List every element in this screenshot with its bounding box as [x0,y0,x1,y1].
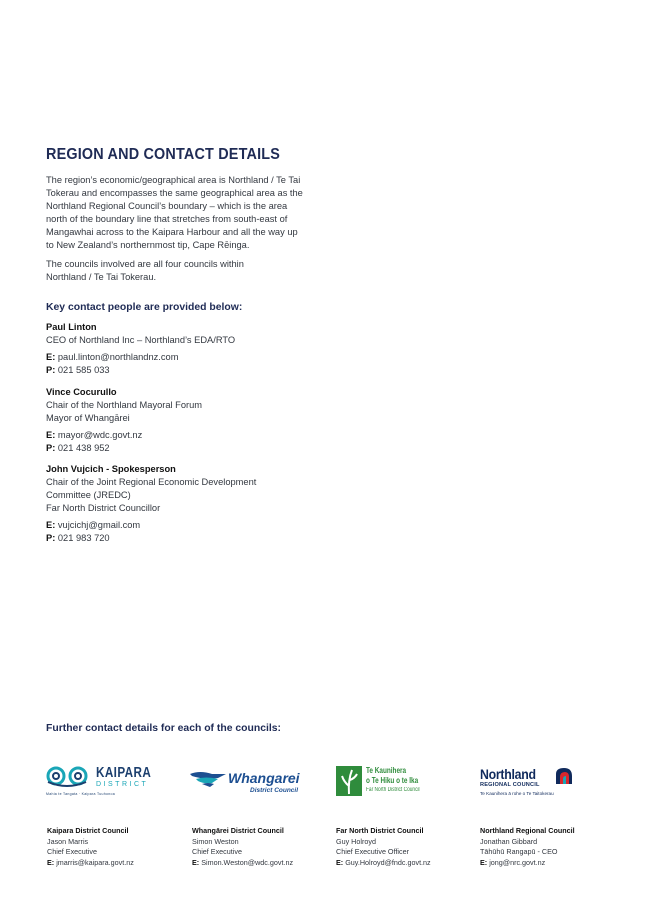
page-title: REGION AND CONTACT DETAILS [46,146,281,163]
email-label: E: [46,352,56,362]
northland-wordmark: Northland [480,766,536,782]
far-north-line1: Te Kaunihera [366,766,407,775]
contact-phone: 021 983 720 [57,533,110,543]
phone-label: P: [46,365,56,375]
phone-label: P: [46,533,56,543]
kaipara-wordmark: KAIPARA [96,764,152,781]
contact-phone: 021 585 033 [57,365,110,375]
council-email-link[interactable]: Simon.Weston@wdc.govt.nz [201,857,294,867]
council-person: Jonathan Gibbard [480,836,538,846]
contact-name: Vince Cocurullo [46,387,117,397]
contact-name: Paul Linton [46,322,97,332]
whangarei-wordmark: Whangarei [228,770,300,786]
kaipara-logo [46,760,152,800]
far-north-line2: o Te Hiku o te Ika [366,776,419,785]
council-name: Whangārei District Council [192,826,284,835]
council-email-row [192,858,332,869]
region-description [46,174,316,252]
council-title: Chief Executive [47,847,97,856]
email-label: E: [480,857,488,867]
council-email-row [47,858,187,869]
contact-phone-row [46,442,346,455]
key-contacts-heading: Key contact people are provided below: [46,302,243,313]
council-title: Chief Executive [192,847,242,856]
intro-line: Mangawhai across to the Kaipara Harbour and all the way up [46,227,298,237]
council-far-north [336,826,476,868]
email-label: E: [192,857,200,867]
whangarei-logo [190,760,302,800]
contact-role: Chair of the Northland Mayoral Forum [46,400,203,410]
kaipara-tagline: Mahia te Tangata · Kaipara Tuuhonoa [46,792,116,796]
council-title: Tāhūhū Rangapū - CEO [480,847,558,856]
northland-subword: REGIONAL COUNCIL [480,782,540,788]
council-person: Simon Weston [192,836,239,846]
councils-note [46,258,316,284]
northland-regional-logo [480,760,580,800]
councils-note-line: Northland / Te Tai Tokerau. [46,272,157,282]
contact-role: Committee (JREDC) [46,490,131,500]
contact-name: John Vujcich - Spokesperson [46,464,176,474]
council-name: Far North District Council [336,826,424,835]
contact-vince-cocurullo [46,386,346,455]
intro-line: north of the boundary line that stretches from south-east of [46,214,288,224]
email-label: E: [47,857,55,867]
whangarei-subword: District Council [250,787,299,794]
council-email-link[interactable]: jong@nrc.govt.nz [489,857,546,867]
contact-role: Far North District Councillor [46,503,161,513]
contact-paul-linton [46,321,346,377]
far-north-line3: Far North District Council [366,787,420,793]
email-label: E: [46,430,56,440]
phone-label: P: [46,443,56,453]
intro-line: to New Zealand’s northernmost tip, Cape Rēinga. [46,240,250,250]
councils-note-line: The councils involved are all four councils within [46,259,244,269]
northland-emblem-icon [554,766,574,786]
whangarei-wave-icon [190,770,230,790]
council-person: Jason Marris [47,836,89,846]
council-title: Chief Executive Officer [336,847,409,856]
contact-email-link[interactable]: vujcichj@gmail.com [57,520,141,530]
council-email-row [480,858,620,869]
council-email-row [336,858,476,869]
contact-email-row [46,519,346,532]
further-contacts-heading: Further contact details for each of the councils: [46,723,281,734]
council-whangarei [192,826,332,868]
email-label: E: [336,857,344,867]
email-label: E: [46,520,56,530]
far-north-logo [336,760,436,800]
contact-role: CEO of Northland Inc – Northland’s EDA/RTO [46,335,236,345]
intro-line: The region’s economic/geographical area is Northland / Te Tai [46,175,301,185]
council-email-link[interactable]: Guy.Holroyd@fndc.govt.nz [345,857,431,867]
council-name: Kaipara District Council [47,826,129,835]
contact-email-link[interactable]: mayor@wdc.govt.nz [57,430,143,440]
contact-email-row [46,351,346,364]
contact-phone-row [46,364,346,377]
council-kaipara [47,826,187,868]
contact-phone: 021 438 952 [57,443,110,453]
contact-email-link[interactable]: paul.linton@northlandnz.com [57,352,179,362]
kaipara-subword: DISTRICT [96,781,149,788]
contact-email-row [46,429,346,442]
northland-tagline: Te Kaunihera ā rohe o Te Taitokerau [480,791,554,796]
council-name: Northland Regional Council [480,826,575,835]
far-north-fern-icon [336,766,362,796]
contact-john-vujcich [46,463,346,545]
intro-line: Tokerau and encompasses the same geographical area as the [46,188,303,198]
intro-line: Northland Regional Council’s boundary – which is the area [46,201,288,211]
council-person: Guy Holroyd [336,836,376,846]
contact-role: Chair of the Joint Regional Economic Development [46,477,257,487]
contact-phone-row [46,532,346,545]
council-email-link[interactable]: jmarris@kaipara.govt.nz [56,857,134,867]
contact-role: Mayor of Whangārei [46,413,130,423]
council-northland-regional [480,826,620,868]
